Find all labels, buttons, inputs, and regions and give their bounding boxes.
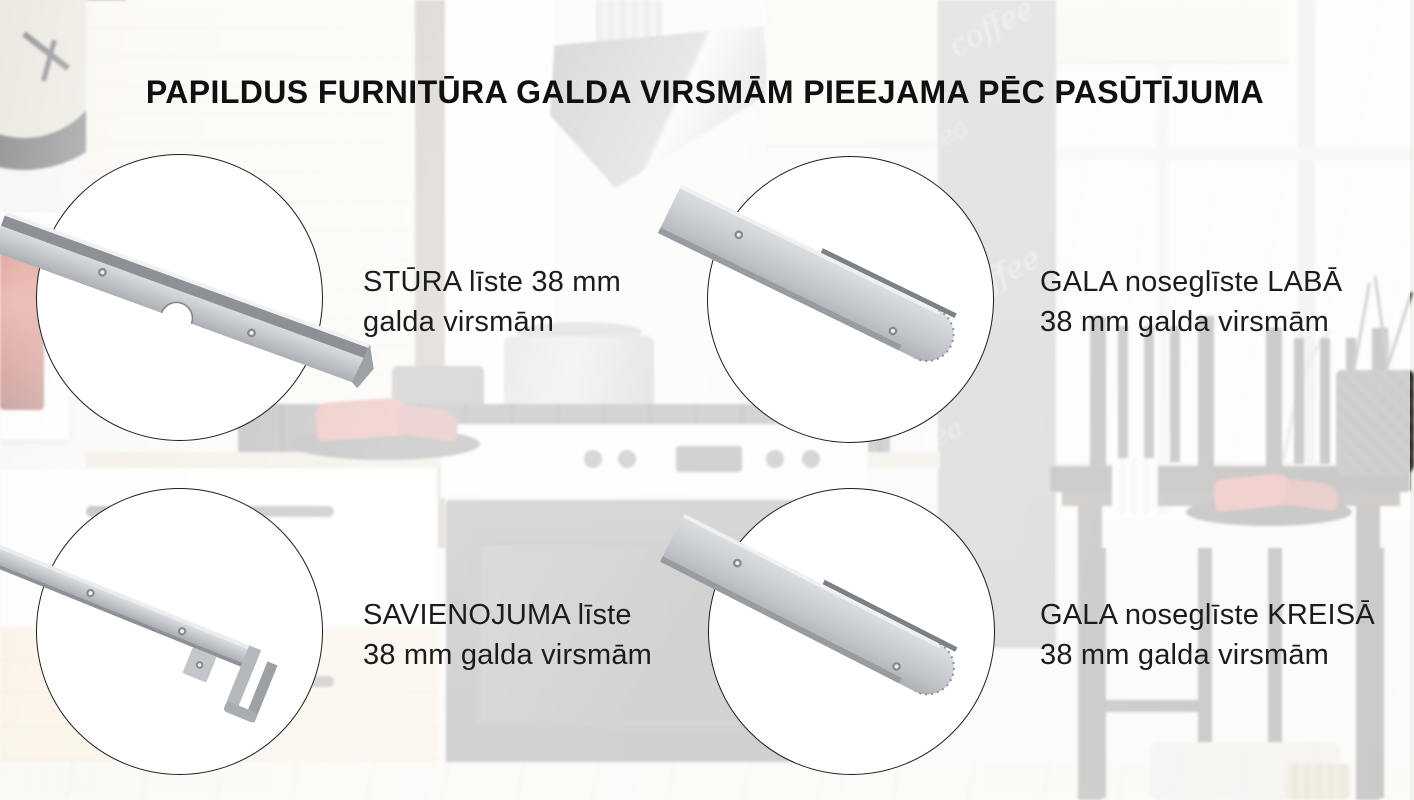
product-label-line1: GALA noseglīste KREISĀ (1040, 599, 1375, 631)
product-label-corner-strip (363, 262, 621, 342)
product-photo-connecting-strip (36, 488, 323, 775)
corner-strip-image (37, 155, 322, 440)
product-label-end-cap-right (1040, 262, 1342, 342)
product-photo-end-cap-left (708, 488, 995, 775)
end-cap-left-image (709, 489, 994, 774)
product-label-line2: 38 mm galda virsmām (1040, 306, 1330, 338)
product-label-connecting-strip (363, 595, 652, 675)
product-label-end-cap-left (1040, 595, 1375, 675)
page-title: PAPILDUS FURNITŪRA GALDA VIRSMĀM PIEEJAMA PĒC PASŪTĪJUMA (145, 74, 1265, 110)
product-photo-corner-strip (36, 154, 323, 441)
end-cap-right-image (708, 157, 993, 442)
product-label-line2: 38 mm galda virsmām (363, 639, 653, 671)
product-label-line1: SAVIENOJUMA līste (363, 599, 632, 631)
product-label-line1: STŪRA līste 38 mm (363, 266, 622, 298)
connecting-strip-image (37, 489, 322, 774)
product-label-line2: galda virsmām (363, 306, 555, 338)
product-photo-end-cap-right (707, 156, 994, 443)
product-label-line1: GALA noseglīste LABĀ (1040, 266, 1343, 298)
product-label-line2: 38 mm galda virsmām (1040, 639, 1330, 671)
